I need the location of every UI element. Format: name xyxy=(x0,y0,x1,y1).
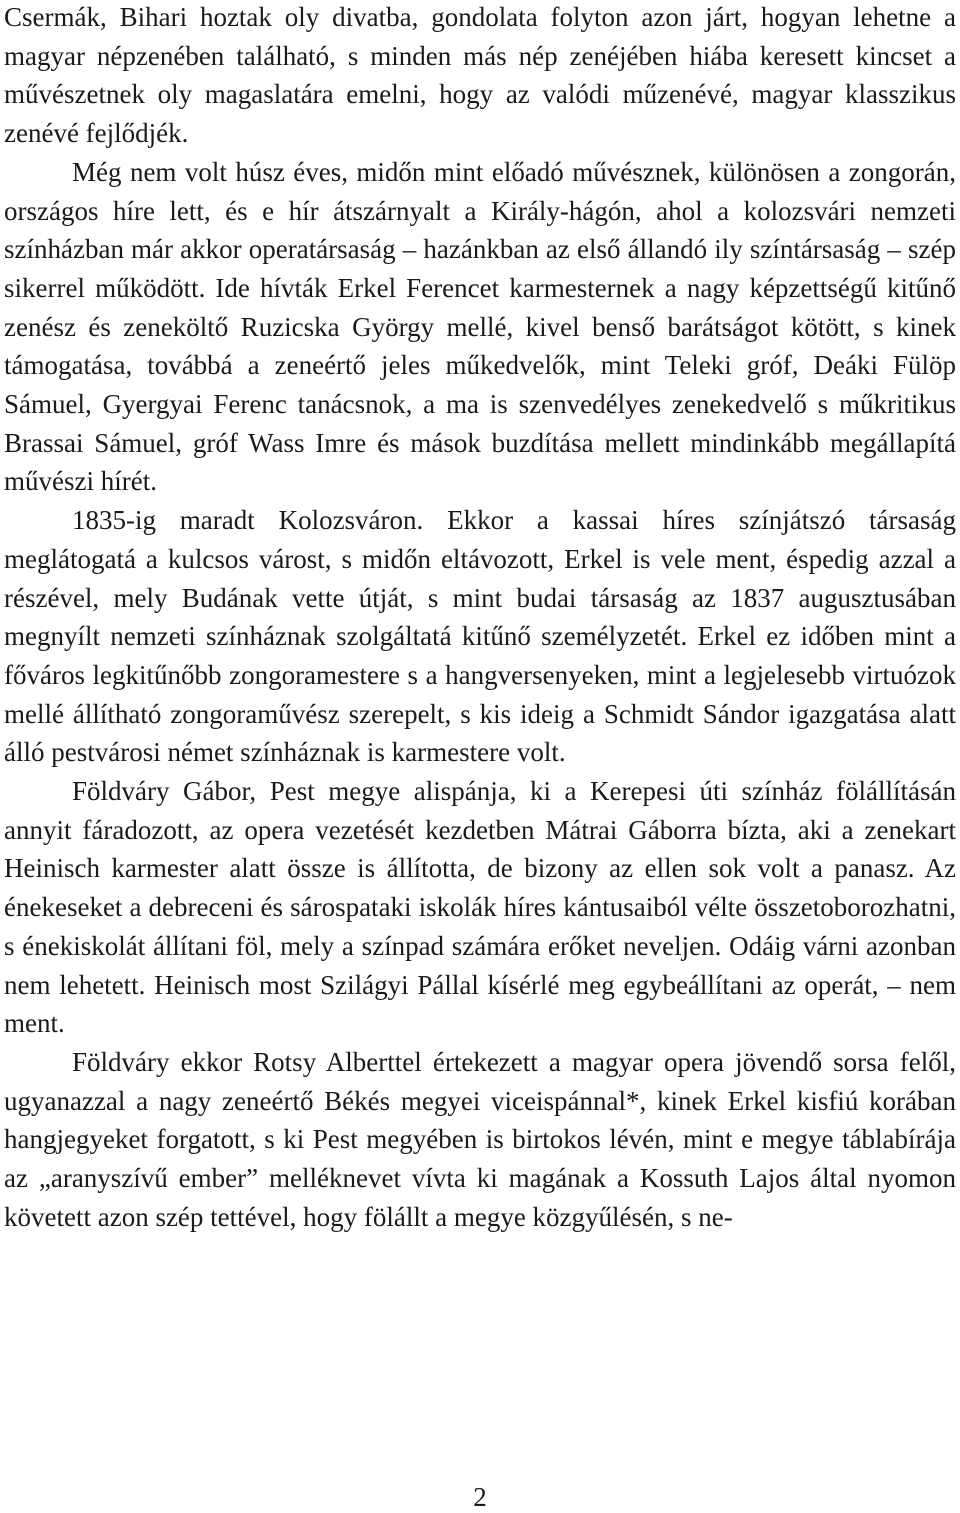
paragraph-2: Még nem volt húsz éves, midőn mint előadó művésznek, különösen a zongorán, országos híre lett, és e hír átszárnyalt a Király-hágón, ahol a kolozsvári nemzeti színházban már akkor operatársaság – hazánkban az első állandó ily színtársaság – szép sikerrel működött. Ide hívták Erkel Ferencet karmesternek a nagy képzettségű kitűnő zenész és zeneköltő Ruzicska György mellé, kivel benső barátságot kötött, s kinek támogatása, továbbá a zeneértő jeles műkedvelők, mint Teleki gróf, Deáki Fülöp Sámuel, Gyergyai Ferenc tanácsnok, a ma is szenvedélyes zenekedvelő s műkritikus Brassai Sámuel, gróf Wass Imre és mások buzdítása mellett mindinkább megállapítá művészi hírét. xyxy=(4,156,956,497)
body-text xyxy=(4,0,956,1237)
paragraph-3: 1835-ig maradt Kolozsváron. Ekkor a kassai híres színjátszó társaság meglátogatá a kulcsos várost, s midőn eltávozott, Erkel is vele ment, éspedig azzal a részével, mely Budának vette útját, s mint budai társaság az 1837 augusztusában megnyílt nemzeti színháznak szolgáltatá kitűnő személyzetét. Erkel ez időben mint a főváros legkitűnőbb zongoramestere s a hangversenyeken, mint a legjelesebb virtuózok mellé állítható zongoraművész szerepelt, s kis ideig a Schmidt Sándor igazgatása alatt álló pestvárosi német színháznak is karmestere volt. xyxy=(4,505,956,768)
paragraph-4: Földváry Gábor, Pest megye alispánja, ki a Kerepesi úti színház fölállításán annyit fáradozott, az opera vezetését kezdetben Mátrai Gáborra bízta, aki a zenekart Heinisch karmester alatt össze is állította, de bizony az ellen sok volt a panasz. Az énekeseket a debreceni és sárospataki iskolák híres kántusaiból vélte összetoborozhatni, s énekiskolát állítani föl, mely a színpad számára erőket neveljen. Odáig várni azonban nem lehetett. Heinisch most Szilágyi Pállal kísérlé meg egybeállítani az operát, – nem ment. xyxy=(4,776,956,1039)
paragraph-1: Csermák, Bihari hoztak oly divatba, gondolata folyton azon járt, hogyan lehetne a magyar népzenében található, s minden más nép zenéjében hiába keresett kincset a művészetnek oly magaslatára emelni, hogy az valódi műzenévé, magyar klasszikus zenévé fejlődjék. xyxy=(4,2,956,149)
paragraph-5: Földváry ekkor Rotsy Alberttel értekezett a magyar opera jövendő sorsa felől, ugyanazzal a nagy zeneértő Békés megyei viceispánnal*, kinek Erkel kisfiú korában hangjegyeket forgatott, s ki Pest megyében is birtokos lévén, mint e megye táblabírája az „aranyszívű ember” melléknevet vívta ki magának a Kossuth Lajos által nyomon követett azon szép tettével, hogy fölállt a megye közgyűlésén, s ne- xyxy=(4,1046,956,1232)
page-number: 2 xyxy=(473,1482,487,1512)
